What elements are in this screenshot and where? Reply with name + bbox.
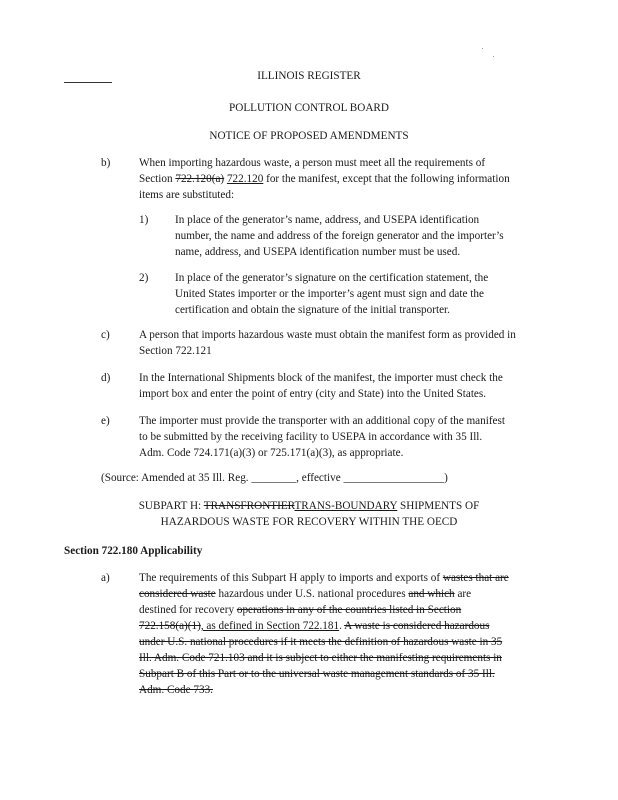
struck-text: operations in any of the countries listed in Section bbox=[236, 604, 462, 616]
subsection-a-line bbox=[139, 618, 489, 635]
source-note bbox=[101, 470, 448, 487]
struck-text: TRANSFRONTIER bbox=[203, 500, 295, 512]
text-run: for the manifest, except that the following information bbox=[263, 173, 510, 185]
text-run: destined for recovery bbox=[139, 604, 237, 616]
subsection-a-line bbox=[139, 570, 509, 587]
subsection-e-line: The importer must provide the transporter with an additional copy of the manifest bbox=[139, 415, 505, 427]
subsection-d-label: d) bbox=[101, 372, 111, 384]
subsection-a-line bbox=[139, 602, 461, 619]
struck-text: A waste is considered hazardous bbox=[344, 620, 490, 632]
struck-text: wastes that are bbox=[442, 572, 509, 584]
subsection-c-line: A person that imports hazardous waste must obtain the manifest form as provided in bbox=[139, 329, 516, 341]
subsection-a-line: Ill. Adm. Code 721.103 and it is subject to either the manifesting requirements in bbox=[139, 652, 502, 664]
subsection-b-label: b) bbox=[101, 157, 111, 169]
subpart-heading-line2: HAZARDOUS WASTE FOR RECOVERY WITHIN THE OECD bbox=[160, 516, 458, 528]
struck-text: considered waste bbox=[139, 588, 216, 600]
item-1-line: In place of the generator’s name, address, and USEPA identification bbox=[175, 214, 480, 226]
subsection-e-label: e) bbox=[101, 415, 110, 427]
blank-line: __________________ bbox=[343, 472, 445, 484]
text-run: hazardous under U.S. national procedures bbox=[215, 588, 409, 600]
board-title: POLLUTION CONTROL BOARD bbox=[229, 102, 389, 114]
subsection-a-line: Subpart B of this Part or to the universal waste management standards of 35 Ill. bbox=[139, 668, 495, 680]
subsection-e-line: to be submitted by the receiving facility to USEPA in accordance with 35 Ill. bbox=[139, 431, 483, 443]
subpart-heading bbox=[0, 498, 618, 515]
text-run: SHIPMENTS OF bbox=[397, 500, 480, 512]
register-title: ILLINOIS REGISTER bbox=[257, 70, 361, 82]
text-run: , effective bbox=[296, 472, 344, 484]
text-run: (Source: Amended at 35 Ill. Reg. bbox=[101, 472, 252, 484]
text-run: ) bbox=[444, 472, 448, 484]
item-2-line: United States importer or the importer’s agent must sign and date the bbox=[175, 288, 484, 300]
inserted-text: , as defined in Section 722.181 bbox=[200, 620, 340, 632]
struck-text: 722.158(a)(1) bbox=[139, 620, 201, 632]
subsection-c-line: Section 722.121 bbox=[139, 345, 212, 357]
subsection-c-label: c) bbox=[101, 329, 110, 341]
text-run: . bbox=[339, 620, 345, 632]
text-run: Section bbox=[139, 173, 176, 185]
scan-speck bbox=[493, 56, 494, 57]
text-run: SUBPART H: bbox=[138, 500, 204, 512]
item-2-line: certification and obtain the signature of the initial transporter. bbox=[175, 304, 450, 316]
item-2-line: In place of the generator’s signature on the certification statement, the bbox=[175, 272, 489, 284]
subsection-d-line: import box and enter the point of entry (city and State) into the United States. bbox=[139, 388, 487, 400]
scan-speck bbox=[482, 48, 483, 49]
text-run: are bbox=[454, 588, 472, 600]
item-1-label: 1) bbox=[139, 214, 149, 226]
item-2-label: 2) bbox=[139, 272, 149, 284]
subsection-b-line bbox=[139, 171, 510, 188]
text-run: The requirements of this Subpart H apply to imports and exports of bbox=[139, 572, 443, 584]
item-1-line: number, the name and address of the foreign generator and the importer’s bbox=[175, 230, 504, 242]
header-rule bbox=[64, 82, 112, 83]
section-heading: Section 722.180 Applicability bbox=[64, 545, 203, 557]
subsection-a-label: a) bbox=[101, 572, 110, 584]
subsection-b-line: items are substituted: bbox=[139, 189, 235, 201]
subsection-a-line bbox=[139, 586, 471, 603]
inserted-text: 722.120 bbox=[226, 173, 264, 185]
struck-text: 722.120(a) bbox=[175, 173, 225, 185]
subsection-b-line: When importing hazardous waste, a person must meet all the requirements of bbox=[139, 157, 486, 169]
subsection-d-line: In the International Shipments block of the manifest, the importer must check the bbox=[139, 372, 503, 384]
subsection-e-line: Adm. Code 724.171(a)(3) or 725.171(a)(3), as appropriate. bbox=[139, 447, 404, 459]
subsection-a-line: under U.S. national procedures if it meets the definition of hazardous waste in 35 bbox=[139, 636, 503, 648]
item-1-line: name, address, and USEPA identification number must be used. bbox=[175, 246, 461, 258]
struck-text: and which bbox=[408, 588, 455, 600]
blank-line: ________ bbox=[251, 472, 297, 484]
subsection-a-line: Adm. Code 733. bbox=[139, 684, 213, 696]
notice-title: NOTICE OF PROPOSED AMENDMENTS bbox=[209, 130, 409, 142]
inserted-text: TRANS-BOUNDARY bbox=[294, 500, 398, 512]
